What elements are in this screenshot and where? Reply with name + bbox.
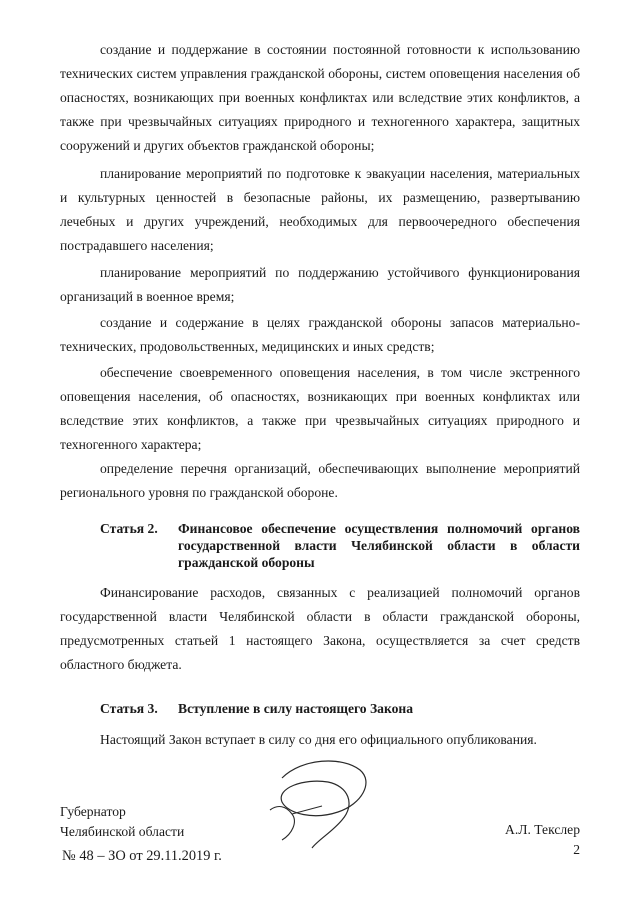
paragraph-6: определение перечня организаций, обеспечивающих выполнение мероприятий регионального уровня по гражданской обороне. [60, 461, 580, 500]
paragraph-2: планирование мероприятий по подготовке к эвакуации населения, материальных и культурных ценностей в безопасные районы, их размещению, развертыванию лечебных и других учреждений, необходимых для первоочередного обеспечения пострадавшего населения; [60, 166, 580, 253]
law-number: № 48 – ЗО от 29.11.2019 г. [62, 848, 222, 864]
article-3-number: Статья 3. [100, 701, 158, 716]
signatory-position-line1: Губернатор [60, 804, 126, 819]
paragraph-1: создание и поддержание в состоянии постоянной готовности к использованию технических систем управления гражданской обороны, систем оповещения населения об опасностях, возникающих при военных конфликтах или вследствие этих конфликтов, а также при чрезвычайных ситуациях природного и техногенного характера, защитных сооружений и других объектов гражданской обороны; [60, 42, 580, 153]
signatory-position [60, 802, 184, 842]
article-3-text: Настоящий Закон вступает в силу со дня его официального опубликования. [100, 732, 537, 747]
article-2-text: Финансирование расходов, связанных с реализацией полномочий органов государственной власти Челябинской области в области гражданской обороны, предусмотренных статьей 1 настоящего Закона, осуществляется за счет средств областного бюджета. [60, 585, 580, 672]
signatory-name: А.Л. Текслер [505, 822, 580, 837]
paragraph-4: создание и содержание в целях гражданской обороны запасов материально-технических, продовольственных, медицинских и иных средств; [60, 315, 580, 354]
page-number: 2 [573, 842, 580, 857]
article-3-title: Вступление в силу настоящего Закона [178, 701, 414, 716]
signatory-position-line2: Челябинской области [60, 824, 185, 839]
handwritten-signature [252, 748, 382, 858]
article-2-number: Статья 2. [100, 521, 158, 536]
paragraph-3: планирование мероприятий по поддержанию устойчивого функционирования организаций в военное время; [60, 265, 580, 304]
paragraph-5: обеспечение своевременного оповещения населения, в том числе экстренного оповещения населения, об опасностях, возникающих при военных конфликтах или вследствие этих конфликтов, а также при чрезвычайных ситуациях природного и техногенного характера; [60, 365, 580, 452]
article-2-title: Финансовое обеспечение осуществления полномочий органов государственной власти Челябинской области в области гражданской обороны [178, 521, 580, 570]
